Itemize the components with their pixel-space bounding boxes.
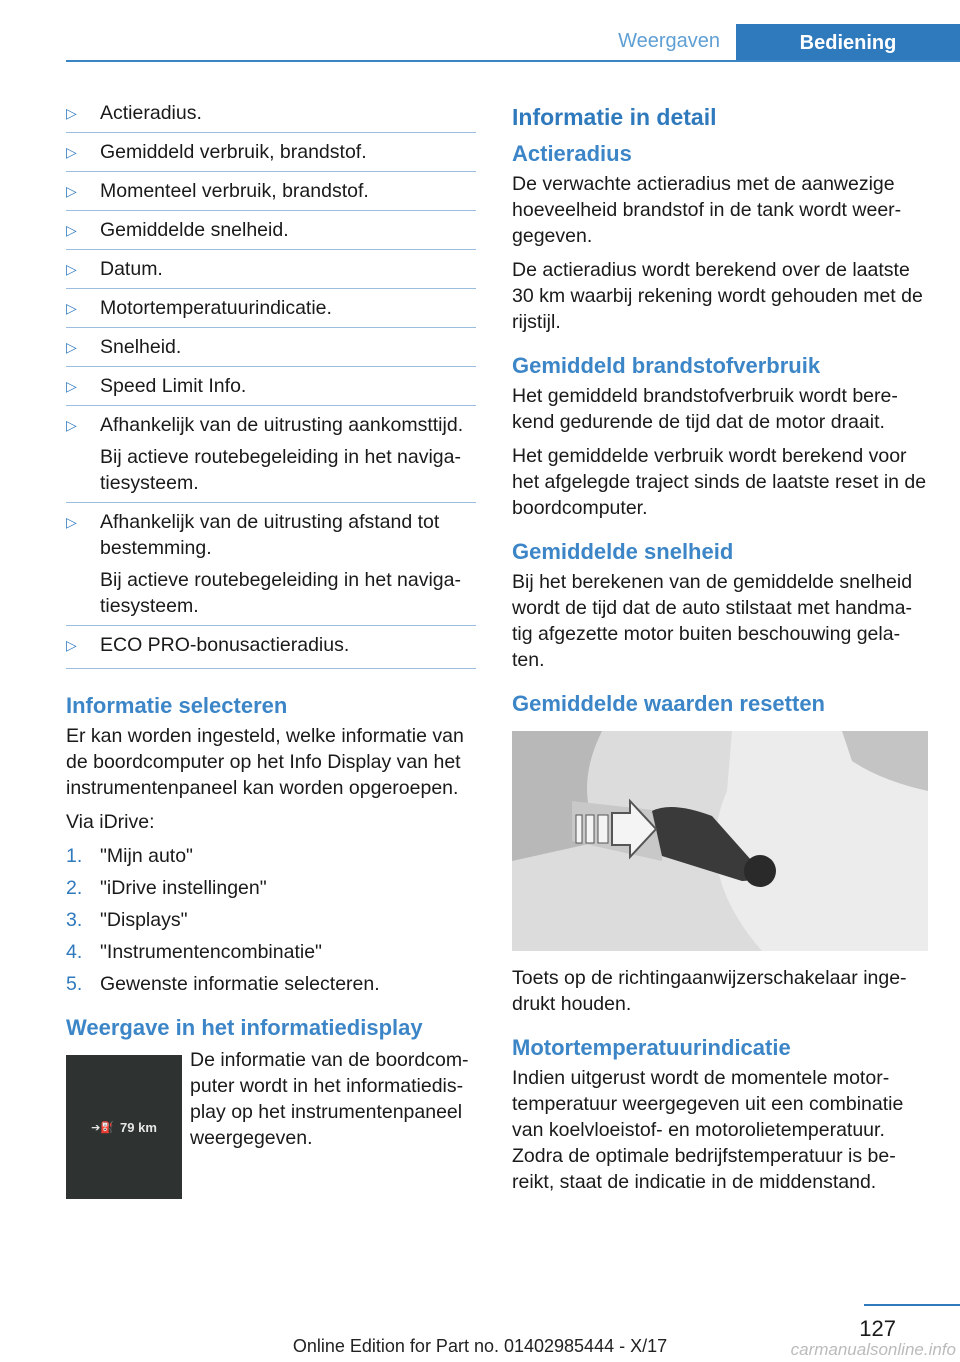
bullet-line: ECO PRO-bonusactieradius. [100, 634, 350, 656]
step-item [66, 939, 476, 965]
bullet-line: Speed Limit Info. [100, 375, 247, 397]
bullet-text [100, 256, 476, 282]
bullet-item [66, 502, 476, 619]
edition-footer: Online Edition for Part no. 01402985444 - X/17 [292, 1336, 668, 1356]
bullet-marker-icon: ▷ [66, 222, 77, 238]
fuel-range-icon: ➔⛽ [91, 1121, 115, 1134]
instrument-display-image [66, 1055, 182, 1199]
paragraph: De actieradius wordt berekend over de laatste 30 km waarbij rekening wordt gehouden met de rijstijl. [512, 259, 923, 333]
bullet-marker-icon: ▷ [66, 261, 77, 277]
heading-gemiddelde-snelheid: Gemiddelde snelheid [512, 539, 734, 564]
display-range-value: 79 km [120, 1119, 157, 1135]
tab-weergaven[interactable]: Weergaven [618, 30, 720, 52]
bullet-marker-icon: ▷ [66, 637, 77, 653]
bullet-item [66, 210, 476, 243]
bullet-marker-icon: ▷ [66, 105, 77, 121]
photo-caption: Toets op de richtingaanwijzerschakelaar inge‐drukt houden. [512, 967, 907, 1015]
bullet-marker-icon: ▷ [66, 300, 77, 316]
step-item [66, 843, 476, 869]
step-item [66, 907, 476, 933]
step-text: "Instrumentencombinatie" [100, 941, 322, 963]
bullet-item [66, 327, 476, 360]
paragraph: Bij het berekenen van de gemiddelde snelheid wordt de tijd dat de auto stilstaat met handma‐tig afgezette motor buiten beschouwing gela‐ten. [512, 571, 913, 671]
bullet-marker-icon: ▷ [66, 183, 77, 199]
bullet-line: Afhankelijk van de uitrusting afstand tot bestemming. [100, 511, 440, 559]
step-text: Gewenste informatie selecteren. [100, 973, 380, 995]
heading-gemiddeld-brandstofverbruik: Gemiddeld brandstofverbruik [512, 353, 821, 378]
step-number: 2. [66, 877, 83, 899]
bullet-text [100, 509, 476, 619]
bullet-item [66, 288, 476, 321]
display-description: De informatie van de boordcom‐puter wordt in het informatiedis‐play op het instrumentenpaneel weergegeven. [190, 1049, 469, 1149]
bullet-item [66, 132, 476, 165]
display-block [66, 1049, 476, 1199]
heading-motortemperatuurindicatie: Motortemperatuurindicatie [512, 1035, 791, 1060]
bullet-item [66, 366, 476, 399]
step-item [66, 971, 476, 997]
bullet-line: Bij actieve routebegeleiding in het naviga‐tiesysteem. [100, 569, 461, 617]
steps-list [66, 843, 476, 997]
heading-informatie-selecteren: Informatie selecteren [66, 693, 288, 718]
right-column [512, 100, 930, 1203]
tab-bediening[interactable]: Bediening [736, 24, 960, 62]
bullet-text [100, 412, 476, 496]
bullet-item [66, 171, 476, 204]
bullet-line: Motortemperatuurindicatie. [100, 297, 332, 319]
left-column [66, 100, 476, 1199]
bullet-line: Snelheid. [100, 336, 182, 358]
heading-weergave: Weergave in het informatiedisplay [66, 1015, 423, 1040]
header-rule [66, 60, 960, 62]
bullet-line: Bij actieve routebegeleiding in het naviga‐tiesysteem. [100, 446, 461, 494]
bullet-line: Actieradius. [100, 102, 202, 124]
paragraph: Het gemiddelde verbruik wordt berekend voor het afgelegde traject sinds de laatste reset in de boordcomputer. [512, 445, 927, 519]
footer-rule [864, 1304, 960, 1306]
turn-signal-switch-photo [512, 731, 928, 951]
heading-actieradius: Actieradius [512, 141, 632, 166]
bullet-text [100, 100, 476, 126]
bullet-text [100, 178, 476, 204]
step-number: 4. [66, 941, 83, 963]
bullet-text [100, 295, 476, 321]
bullet-text [100, 373, 476, 399]
bullet-marker-icon: ▷ [66, 514, 77, 530]
bullet-line: Gemiddeld verbruik, brandstof. [100, 141, 367, 163]
heading-informatie-in-detail: Informatie in detail [512, 104, 717, 130]
heading-waarden-resetten: Gemiddelde waarden resetten [512, 691, 825, 716]
via-idrive-label: Via iDrive: [66, 811, 155, 833]
bullet-text [100, 217, 476, 243]
bullet-marker-icon: ▷ [66, 378, 77, 394]
bullet-item [66, 100, 476, 126]
page-header [66, 24, 960, 62]
step-text: "Mijn auto" [100, 845, 193, 867]
bullet-marker-icon: ▷ [66, 417, 77, 433]
paragraph: Het gemiddeld brandstofverbruik wordt bere‐kend gedurende de tijd dat de motor draait. [512, 385, 898, 433]
paragraph: Er kan worden ingesteld, welke informatie van de boordcomputer op het Info Display van het instrumentenpaneel kan worden opgeroepen. [66, 725, 464, 799]
step-number: 5. [66, 973, 83, 995]
bullet-item [66, 625, 476, 658]
step-text: "iDrive instellingen" [100, 877, 267, 899]
watermark: carmanualsonline.info [790, 1340, 956, 1359]
step-number: 1. [66, 845, 83, 867]
bullet-item [66, 249, 476, 282]
step-number: 3. [66, 909, 83, 931]
paragraph: Indien uitgerust wordt de momentele motor‐temperatuur weergegeven uit een combinatie van koelvloeistof- en motorolietemperatuur. Zodra de optimale bedrijfstemperatuur is be‐reikt, staat de indicatie in de middenstand. [512, 1067, 904, 1193]
bullet-list [66, 100, 476, 669]
step-text: "Displays" [100, 909, 188, 931]
page-number: 127 [859, 1316, 896, 1341]
bullet-line: Afhankelijk van de uitrusting aankomsttijd. [100, 414, 464, 436]
paragraph: De verwachte actieradius met de aanwezige hoeveelheid brandstof in de tank wordt weer‐gegeven. [512, 173, 902, 247]
bullet-line: Momenteel verbruik, brandstof. [100, 180, 369, 202]
step-item [66, 875, 476, 901]
bullet-line: Datum. [100, 258, 163, 280]
bullet-marker-icon: ▷ [66, 339, 77, 355]
bullet-text [100, 632, 476, 658]
turn-signal-illustration [512, 731, 928, 951]
bullet-marker-icon: ▷ [66, 144, 77, 160]
bullet-item [66, 405, 476, 496]
bullet-line: Gemiddelde snelheid. [100, 219, 289, 241]
bullet-text [100, 334, 476, 360]
bullet-text [100, 139, 476, 165]
